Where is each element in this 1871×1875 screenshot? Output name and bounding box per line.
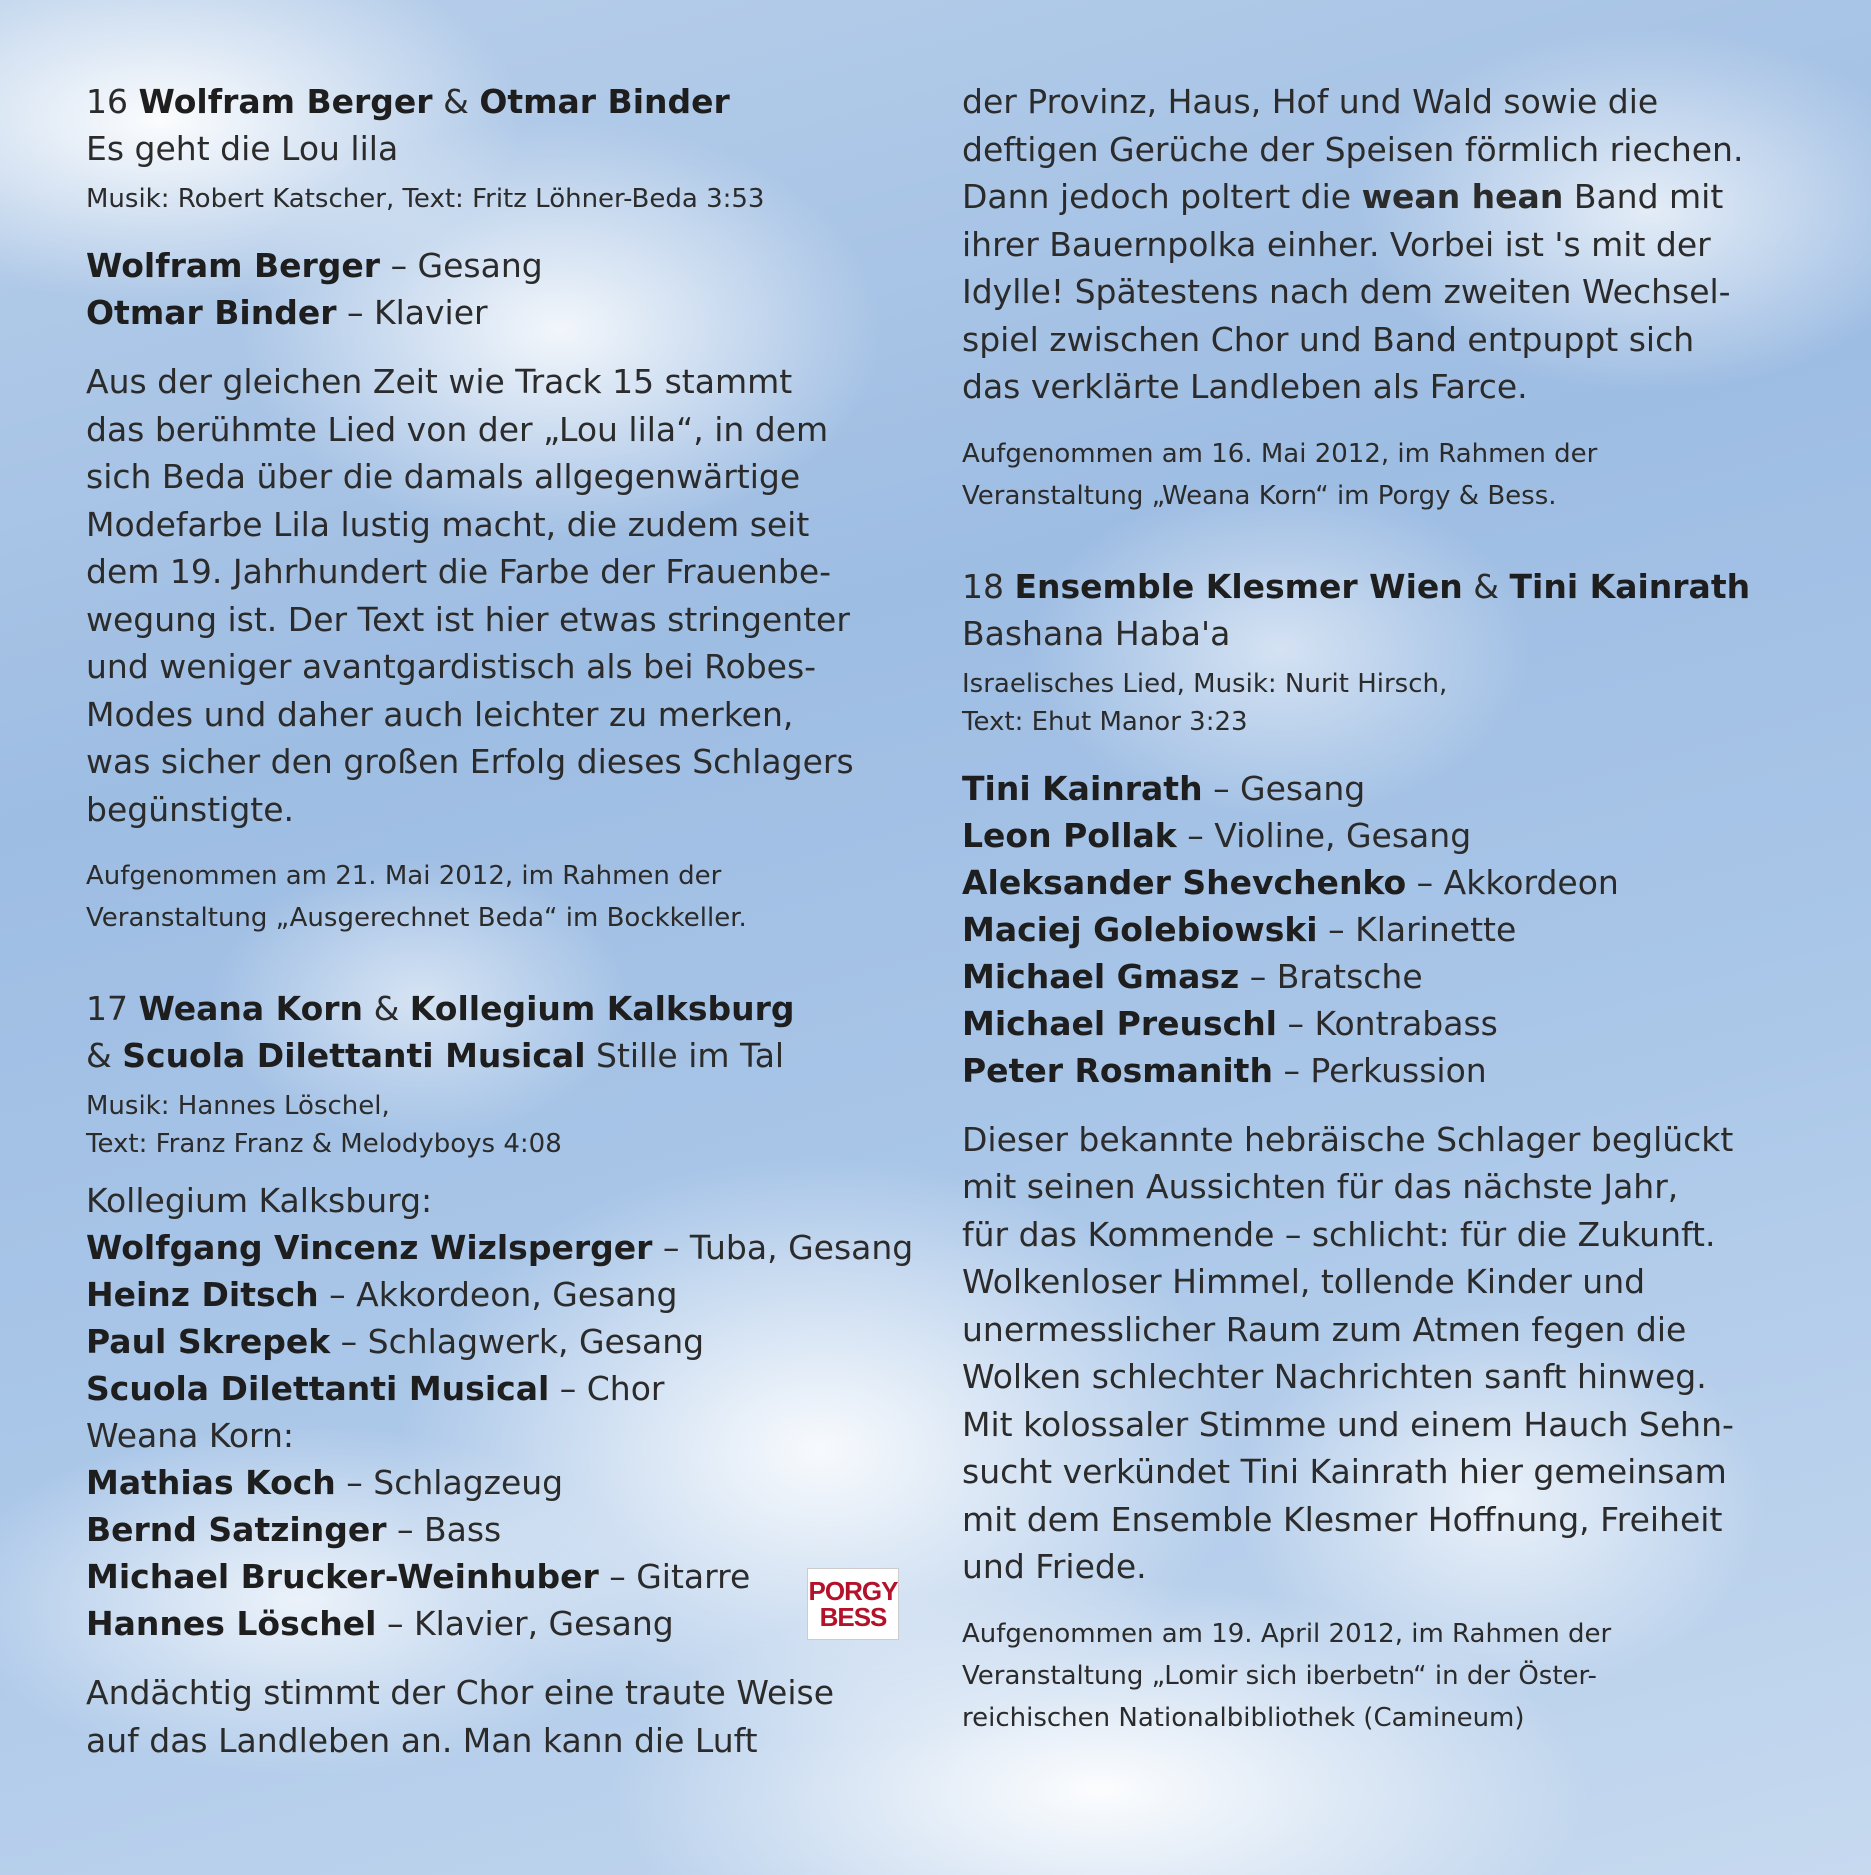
performer-name: Heinz Ditsch (86, 1275, 319, 1314)
text-line: Musik: Hannes Löschel, (86, 1091, 390, 1121)
track-credit (962, 663, 1822, 743)
track-title: Bashana Haba'a (962, 613, 1231, 653)
track-number: 17 (86, 989, 128, 1028)
performer-line (962, 1047, 1822, 1094)
text-line: sucht verkündet Tini Kainrath hier gemeinsam (962, 1452, 1727, 1491)
text-line: sich Beda über die damals allgegenwärtige (86, 457, 801, 496)
text-line: Modes und daher auch leichter zu merken, (86, 694, 794, 734)
text-line: der Provinz, Haus, Hof und Wald sowie die (962, 82, 1659, 121)
track-18-heading (962, 563, 1822, 610)
text-line (962, 173, 1822, 221)
recording-note (962, 1613, 1822, 1739)
artist-name: Wolfram Berger (138, 82, 433, 121)
text-line: spiel zwischen Chor und Band entpuppt sich (962, 319, 1695, 359)
performer-name: Mathias Koch (86, 1463, 336, 1502)
track-18-description (962, 1116, 1822, 1591)
text-line: Modefarbe Lila lustig macht, die zudem seit (86, 504, 810, 544)
text-line: Aufgenommen am 19. April 2012, im Rahmen der (962, 1618, 1612, 1649)
performer-line (86, 242, 906, 289)
ampersand: & (373, 989, 400, 1028)
performer-line (962, 1000, 1822, 1047)
performer-role: – Klarinette (1317, 909, 1517, 949)
left-column (86, 78, 914, 1764)
text-line: Israelisches Lied, Musik: Nurit Hirsch, (962, 668, 1448, 699)
performer-name: Michael Preuschl (962, 1003, 1277, 1043)
performer-name: Bernd Satzinger (86, 1510, 387, 1549)
track-17-description-start (86, 1669, 906, 1764)
performer-name: Aleksander Shevchenko (962, 862, 1407, 902)
performer-name: Wolfram Berger (86, 246, 381, 285)
text-line: Dieser bekannte hebräische Schlager beglückt (962, 1119, 1734, 1159)
performer-line (962, 953, 1822, 1000)
performer-role: – Perkussion (1272, 1050, 1487, 1090)
track-16-heading (86, 78, 906, 125)
performer-name: Tini Kainrath (962, 768, 1203, 808)
text-line: ihrer Bauernpolka einher. Vorbei ist 's mit der (962, 224, 1711, 264)
text-line: Mit kolossaler Stimme und einem Hauch Sehn- (962, 1404, 1734, 1444)
performer-name: Otmar Binder (86, 293, 337, 332)
performer-line (86, 1224, 914, 1271)
performer-line (86, 1506, 906, 1553)
text-line: Aufgenommen am 21. Mai 2012, im Rahmen der (86, 861, 722, 891)
performer-role: – Klavier (336, 293, 488, 332)
text-line: das berühmte Lied von der „Lou lila“, in dem (86, 409, 829, 449)
text-span: Band mit (1563, 177, 1724, 216)
logo-text: BESS (819, 1602, 887, 1632)
logo-text: PORGY (808, 1576, 898, 1606)
performer-line (86, 1600, 906, 1647)
track-title: Es geht die Lou lila (86, 129, 399, 168)
track-17-description-end (962, 78, 1822, 411)
performer-line (962, 812, 1822, 859)
text-line: mit seinen Aussichten für das nächste Jahr, (962, 1167, 1679, 1206)
text-span: Dann jedoch poltert die (962, 177, 1362, 216)
performer-role: – Gitarre (598, 1557, 751, 1596)
performer-name: Wolfgang Vincenz Wizlsperger (86, 1228, 653, 1267)
text-line: mit dem Ensemble Klesmer Hoffnung, Freiheit (962, 1499, 1723, 1539)
performer-role: – Bratsche (1239, 956, 1423, 996)
text-line: dem 19. Jahrhundert die Farbe der Frauenbe- (86, 552, 832, 591)
performer-name: Hannes Löschel (86, 1604, 377, 1643)
artist-name: Kollegium Kalksburg (409, 989, 795, 1028)
text-line: das verklärte Landleben als Farce. (962, 367, 1528, 406)
ampersand: & (443, 82, 469, 121)
artist-name: Ensemble Klesmer Wien (1014, 566, 1463, 606)
ampersand: & (1473, 566, 1500, 606)
text-line: was sicher den großen Erfolg dieses Schlagers (86, 742, 854, 781)
group-label: Weana Korn: (86, 1416, 295, 1455)
performer-role: – Schlagzeug (335, 1463, 564, 1502)
text-line: auf das Landleben an. Man kann die Luft (86, 1720, 758, 1760)
artist-name: Weana Korn (138, 989, 364, 1028)
track-credit (86, 1085, 906, 1165)
performer-role: – Akkordeon, Gesang (318, 1275, 678, 1314)
performer-role: – Klavier, Gesang (376, 1604, 674, 1643)
performer-role: – Tuba, Gesang (652, 1228, 914, 1267)
performer-name: Leon Pollak (962, 815, 1177, 855)
text-line: deftigen Gerüche der Speisen förmlich riechen. (962, 129, 1744, 169)
track-number: 18 (962, 566, 1004, 606)
text-line: Veranstaltung „Weana Korn“ im Porgy & Bess. (962, 480, 1557, 511)
track-title: Stille im Tal (596, 1036, 785, 1075)
text-line: begünstigte. (86, 789, 295, 829)
performer-name: Peter Rosmanith (962, 1050, 1273, 1090)
performer-line (962, 765, 1822, 812)
performer-role: – Schlagwerk, Gesang (330, 1322, 705, 1361)
text-line: und weniger avantgardistisch als bei Robes- (86, 647, 817, 686)
track-credit: Musik: Robert Katscher, Text: Fritz Löhner-Beda 3:53 (86, 184, 765, 214)
track-number: 16 (86, 82, 128, 121)
text-line: Wolken schlechter Nachrichten sanft hinweg. (962, 1357, 1707, 1396)
artist-name: Tini Kainrath (1509, 566, 1751, 606)
text-line: unermesslicher Raum zum Atmen fegen die (962, 1309, 1687, 1349)
text-line: Aufgenommen am 16. Mai 2012, im Rahmen der (962, 438, 1598, 469)
right-column (962, 78, 1822, 1739)
track-17-heading (86, 985, 906, 1079)
text-line: Idylle! Spätestens nach dem zweiten Wechsel- (962, 272, 1731, 311)
group-label: Kollegium Kalksburg: (86, 1181, 433, 1220)
text-line: Text: Franz Franz & Melodyboys 4:08 (86, 1129, 562, 1159)
text-line: Text: Ehut Manor 3:23 (962, 706, 1248, 737)
performer-role: – Gesang (1202, 768, 1366, 808)
performer-role: – Bass (386, 1510, 502, 1549)
performer-role: – Gesang (380, 246, 543, 285)
performer-line (962, 906, 1822, 953)
performer-name: Michael Brucker-Weinhuber (86, 1557, 599, 1596)
porgy-bess-logo (807, 1568, 899, 1640)
performer-name: Maciej Golebiowski (962, 909, 1318, 949)
performer-role: – Kontrabass (1277, 1003, 1498, 1043)
ampersand: & (86, 1036, 112, 1075)
text-line: Andächtig stimmt der Chor eine traute Weise (86, 1673, 835, 1712)
performer-line (962, 859, 1822, 906)
performer-line (86, 1271, 906, 1318)
performer-name: Michael Gmasz (962, 956, 1240, 996)
performer-line (86, 289, 906, 336)
artist-name: Otmar Binder (479, 82, 730, 121)
text-line: reichischen Nationalbibliothek (Camineum) (962, 1702, 1525, 1733)
text-line: Veranstaltung „Lomir sich iberbetn“ in der Öster- (962, 1660, 1597, 1691)
recording-note (962, 433, 1822, 517)
performer-name: Scuola Dilettanti Musical (86, 1369, 550, 1408)
text-line: Veranstaltung „Ausgerechnet Beda“ im Bockkeller. (86, 903, 747, 933)
performer-line (86, 1553, 906, 1600)
recording-note (86, 855, 906, 939)
performer-role: – Akkordeon (1406, 862, 1619, 902)
text-line: und Friede. (962, 1547, 1147, 1586)
performer-line (86, 1318, 906, 1365)
text-line: Wolkenloser Himmel, tollende Kinder und (962, 1262, 1646, 1301)
track-16-description (86, 358, 906, 833)
performer-role: – Chor (549, 1369, 665, 1408)
text-line: wegung ist. Der Text ist hier etwas stringenter (86, 599, 850, 639)
performer-line (86, 1365, 906, 1412)
performer-role: – Violine, Gesang (1176, 815, 1472, 855)
performer-line (86, 1459, 906, 1506)
text-line: Aus der gleichen Zeit wie Track 15 stammt (86, 362, 793, 401)
text-line: für das Kommende – schlicht: für die Zukunft. (962, 1214, 1716, 1254)
performer-name: Paul Skrepek (86, 1322, 331, 1361)
band-name: wean hean (1361, 177, 1564, 216)
artist-name: Scuola Dilettanti Musical (122, 1036, 586, 1075)
